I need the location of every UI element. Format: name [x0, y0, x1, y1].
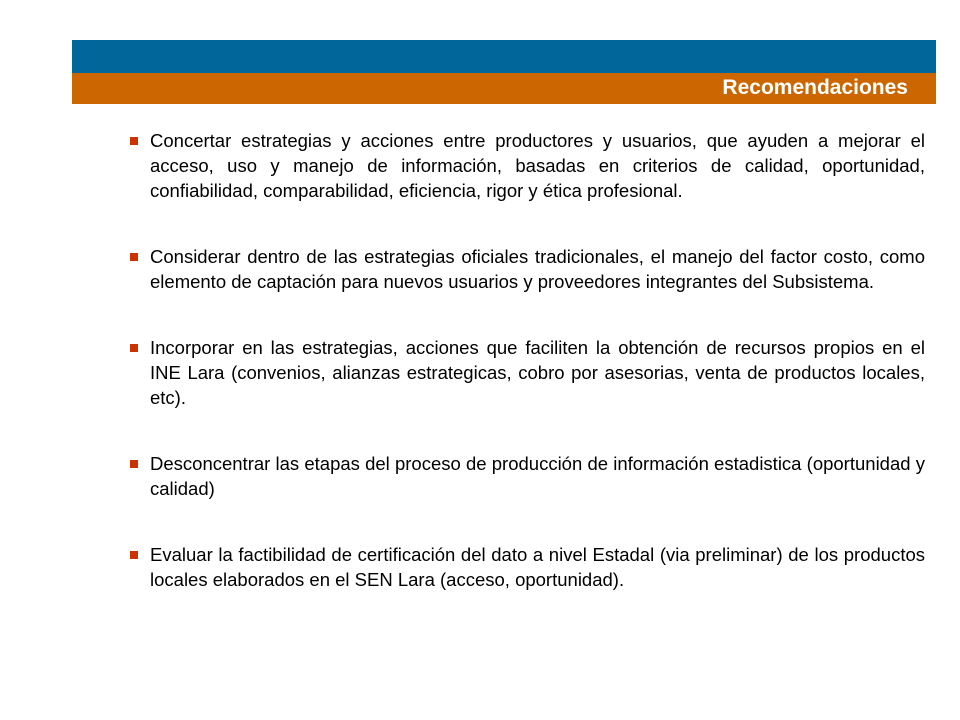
square-bullet-icon [130, 253, 138, 261]
list-item-text: Evaluar la factibilidad de certificación del dato a nivel Estadal (via preliminar) de los productos locales elaborados en el SEN Lara (acceso, oportunidad). [150, 544, 925, 590]
list-item [130, 244, 925, 294]
square-bullet-icon [130, 460, 138, 468]
list-item [130, 451, 925, 501]
list-item-text: Desconcentrar las etapas del proceso de producción de información estadistica (oportunidad y calidad) [150, 453, 925, 499]
list-item [130, 128, 925, 203]
header-band-orange [72, 73, 936, 104]
square-bullet-icon [130, 137, 138, 145]
list-item [130, 335, 925, 410]
list-item-text: Incorporar en las estrategias, acciones que faciliten la obtención de recursos propios en el INE Lara (convenios, alianzas estrategicas, cobro por asesorias, venta de productos locales, etc). [150, 337, 925, 408]
square-bullet-icon [130, 551, 138, 559]
list-item-text: Concertar estrategias y acciones entre productores y usuarios, que ayuden a mejorar el acceso, uso y manejo de información, basadas en criterios de calidad, oportunidad, confiabilidad, comparabilidad, eficiencia, rigor y ética profesional. [150, 130, 925, 201]
slide-title: Recomendaciones [722, 76, 908, 99]
list-item [130, 542, 925, 592]
header-band-blue [72, 40, 936, 73]
recommendations-list [130, 128, 925, 592]
square-bullet-icon [130, 344, 138, 352]
list-item-text: Considerar dentro de las estrategias oficiales tradicionales, el manejo del factor costo, como elemento de captación para nuevos usuarios y proveedores integrantes del Subsistema. [150, 246, 925, 292]
